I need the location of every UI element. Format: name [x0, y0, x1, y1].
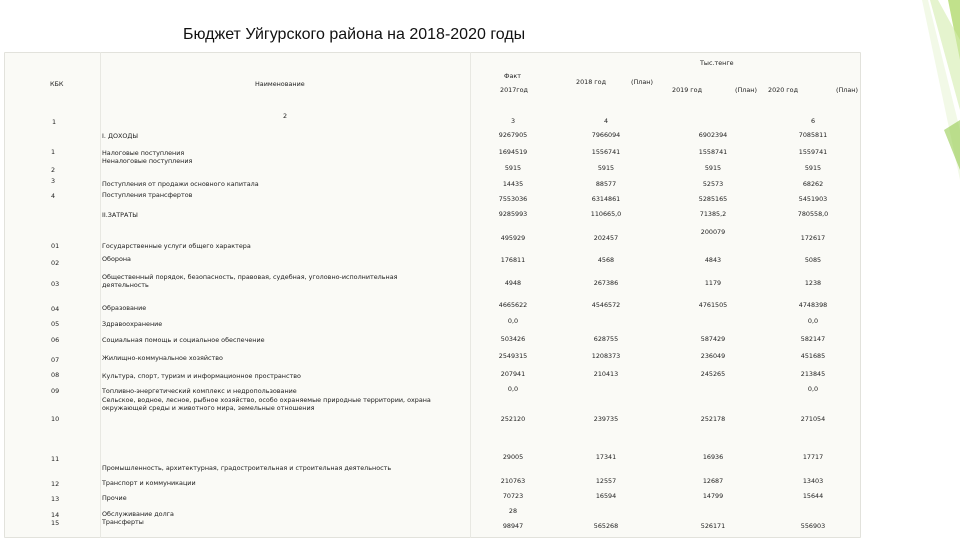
row-code: 05: [51, 320, 60, 328]
row-value-4: 271054: [800, 415, 826, 423]
row-value-4: 0,0: [807, 317, 819, 325]
row-value-2: 628755: [593, 335, 619, 343]
row-value-1: 4948: [504, 279, 522, 287]
row-name: I. ДОХОДЫ: [102, 132, 139, 140]
header-2020: 2020 год: [768, 86, 798, 94]
row-name: Прочие: [102, 494, 127, 502]
row-value-1: 9267905: [498, 131, 528, 139]
row-value-4: 451685: [800, 352, 826, 360]
row-code: 15: [51, 519, 60, 527]
row-name: Поступления от продажи основного капитала: [102, 180, 259, 188]
row-value-3: 4761505: [698, 301, 728, 309]
row-name: Промышленность, архитектурная, градостроительная и строительная деятельность: [102, 464, 392, 472]
row-value-4: 68262: [802, 180, 824, 188]
row-code: 03: [51, 280, 60, 288]
row-value-2: 88577: [595, 180, 617, 188]
row-value-2: 267386: [593, 279, 619, 287]
index-2: 2: [283, 112, 288, 120]
row-name: Трансферты: [102, 518, 144, 526]
row-code: 13: [51, 495, 60, 503]
row-value-1: 252120: [500, 415, 526, 423]
row-value-1: 9285993: [498, 210, 528, 218]
row-value-1: 0,0: [507, 317, 519, 325]
row-code: 07: [51, 356, 60, 364]
row-value-4: 1238: [804, 279, 822, 287]
column-divider: [470, 52, 471, 538]
row-name: Культура, спорт, туризм и информационное пространство: [102, 372, 301, 380]
row-value-2: 7966094: [591, 131, 621, 139]
row-value-3: 5285165: [698, 195, 728, 203]
row-value-3: 587429: [700, 335, 726, 343]
header-2019: 2019 год: [672, 86, 702, 94]
row-value-2: 6314861: [591, 195, 621, 203]
row-code: 01: [51, 242, 60, 250]
row-value-1: 495929: [500, 234, 526, 242]
row-value-2: 110665,0: [590, 210, 622, 218]
row-value-4: 0,0: [807, 385, 819, 393]
index-1: 1: [52, 118, 57, 126]
row-name: Жилищно-коммунальное хозяйство: [102, 354, 223, 362]
row-value-3: 71385,2: [699, 210, 727, 218]
row-value-3: 200079: [700, 228, 726, 236]
row-value-4: 13403: [802, 477, 824, 485]
row-value-2: 239735: [593, 415, 619, 423]
header-plan-2019: (План): [735, 86, 757, 94]
row-code: 12: [51, 480, 60, 488]
row-value-4: 780558,0: [797, 210, 829, 218]
row-value-4: 1559741: [798, 148, 828, 156]
row-value-3: 14799: [702, 492, 724, 500]
unit-label: Тыс.тенге: [700, 59, 734, 67]
row-value-3: 52573: [702, 180, 724, 188]
row-value-1: 5915: [504, 164, 522, 172]
row-value-4: 556903: [800, 522, 826, 530]
row-value-1: 29005: [502, 453, 524, 461]
row-name: Обслуживание долга: [102, 510, 174, 518]
row-value-4: 5915: [804, 164, 822, 172]
row-value-2: 16594: [595, 492, 617, 500]
header-fact: Факт: [504, 72, 522, 80]
row-value-3: 16936: [702, 453, 724, 461]
row-value-3: 252178: [700, 415, 726, 423]
header-plan-2018: (План): [631, 78, 653, 86]
page-title: Бюджет Уйгурского района на 2018-2020 годы: [183, 26, 526, 43]
row-code: 02: [51, 259, 60, 267]
row-name: Образование: [102, 304, 147, 312]
row-value-3: 526171: [700, 522, 726, 530]
row-value-1: 4665622: [498, 301, 528, 309]
row-value-2: 17341: [595, 453, 617, 461]
row-code: 4: [51, 192, 56, 200]
row-value-2: 1556741: [591, 148, 621, 156]
header-name: Наименование: [255, 80, 305, 88]
row-value-1: 2549315: [498, 352, 528, 360]
row-code: 10: [51, 415, 60, 423]
row-value-3: 1558741: [698, 148, 728, 156]
row-value-2: 5915: [597, 164, 615, 172]
row-name: Неналоговые поступления: [102, 157, 193, 165]
row-value-3: 4843: [704, 256, 722, 264]
row-name: Сельское, водное, лесное, рыбное хозяйство, особо охраняемые природные территории, охрана окружающей среды и животного мира, земельные отношения: [102, 396, 431, 412]
header-plan-2020: (План): [836, 86, 858, 94]
row-value-2: 4546572: [591, 301, 621, 309]
row-name: Здравоохранение: [102, 320, 163, 328]
row-value-3: 236049: [700, 352, 726, 360]
row-value-4: 213845: [800, 370, 826, 378]
row-code: 08: [51, 371, 60, 379]
row-value-1: 70723: [502, 492, 524, 500]
row-value-3: 245265: [700, 370, 726, 378]
row-name: Налоговые поступления: [102, 149, 185, 157]
row-value-4: 5451903: [798, 195, 828, 203]
row-value-1: 503426: [500, 335, 526, 343]
row-value-2: 565268: [593, 522, 619, 530]
header-kbk: КБК: [50, 80, 64, 88]
index-4: 4: [603, 117, 609, 125]
row-value-2: 12557: [595, 477, 617, 485]
row-name: Оборона: [102, 255, 131, 263]
row-value-3: 1179: [704, 279, 722, 287]
row-value-1: 1694519: [498, 148, 528, 156]
row-value-2: 1208373: [591, 352, 621, 360]
row-name: Социальная помощь и социальное обеспечение: [102, 336, 265, 344]
header-fact-year: 2017год: [500, 86, 528, 94]
row-value-1: 210763: [500, 477, 526, 485]
row-value-3: 12687: [702, 477, 724, 485]
row-value-4: 5085: [804, 256, 822, 264]
row-value-1: 14435: [502, 180, 524, 188]
row-value-1: 98947: [502, 522, 524, 530]
row-code: 09: [51, 387, 60, 395]
row-code: 3: [51, 177, 56, 185]
row-value-4: 7085811: [798, 131, 828, 139]
row-value-3: 6902394: [698, 131, 728, 139]
row-name: Поступления трансфертов: [102, 191, 193, 199]
row-name: Транспорт и коммуникации: [102, 479, 196, 487]
row-code: 11: [51, 455, 60, 463]
row-value-1: 7553036: [498, 195, 528, 203]
row-name: Государственные услуги общего характера: [102, 242, 251, 250]
row-value-1: 0,0: [507, 385, 519, 393]
row-value-3: 5915: [704, 164, 722, 172]
row-code: 1: [51, 148, 56, 156]
row-code: 14: [51, 511, 60, 519]
row-value-4: 172617: [800, 234, 826, 242]
index-3: 3: [510, 117, 516, 125]
row-code: 04: [51, 305, 60, 313]
row-value-4: 582147: [800, 335, 826, 343]
header-2018: 2018 год: [576, 78, 606, 86]
row-name: II.ЗАТРАТЫ: [102, 211, 138, 219]
row-value-1: 28: [508, 507, 518, 515]
row-value-1: 207941: [500, 370, 526, 378]
row-value-2: 4568: [597, 256, 615, 264]
row-name: Топливно-энергетический комплекс и недропользование: [102, 387, 297, 395]
row-code: 06: [51, 336, 60, 344]
row-value-4: 17717: [802, 453, 824, 461]
row-name: Общественный порядок, безопасность, правовая, судебная, уголовно-исполнительная деятельность: [102, 273, 398, 289]
index-6: 6: [810, 117, 816, 125]
row-value-1: 176811: [500, 256, 526, 264]
row-code: 2: [51, 166, 56, 174]
row-value-4: 4748398: [798, 301, 828, 309]
row-value-2: 202457: [593, 234, 619, 242]
column-divider: [100, 52, 101, 538]
row-value-2: 210413: [593, 370, 619, 378]
row-value-4: 15644: [802, 492, 824, 500]
